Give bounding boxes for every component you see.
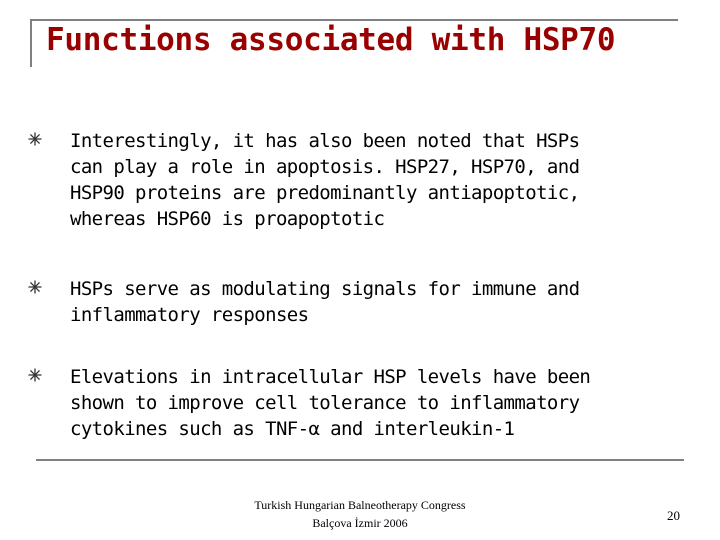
bullet-text	[70, 364, 670, 442]
bullet-line: whereas HSP60 is proapoptotic	[70, 208, 385, 230]
title-frame-top	[30, 19, 678, 21]
footer-text	[200, 496, 520, 532]
bullet-text	[70, 128, 670, 232]
footer-line: Turkish Hungarian Balneotherapy Congress	[254, 498, 466, 512]
bullet-text	[70, 276, 670, 328]
bullet-line: Interestingly, it has also been noted that HSPs	[70, 130, 580, 152]
bullet-line: shown to improve cell tolerance to inflammatory	[70, 392, 580, 414]
slide-number: 20	[667, 508, 680, 523]
snowflake-bullet-icon	[28, 280, 42, 294]
bullet-line: can play a role in apoptosis. HSP27, HSP70, and	[70, 156, 580, 178]
snowflake-bullet-icon	[28, 132, 42, 146]
bullet-line: HSP90 proteins are predominantly antiapoptotic,	[70, 182, 580, 204]
bullet-line: Elevations in intracellular HSP levels have been	[70, 366, 591, 388]
title-frame-left	[30, 19, 32, 67]
slide-title: Functions associated with HSP70	[46, 22, 616, 58]
bullet-line: HSPs serve as modulating signals for immune and	[70, 278, 580, 300]
snowflake-bullet-icon	[28, 368, 42, 382]
footer-rule	[36, 459, 684, 461]
footer-line: Balçova İzmir 2006	[312, 516, 408, 530]
bullet-line: cytokines such as TNF-α and interleukin-1	[70, 418, 515, 440]
bullet-line: inflammatory responses	[70, 304, 309, 326]
